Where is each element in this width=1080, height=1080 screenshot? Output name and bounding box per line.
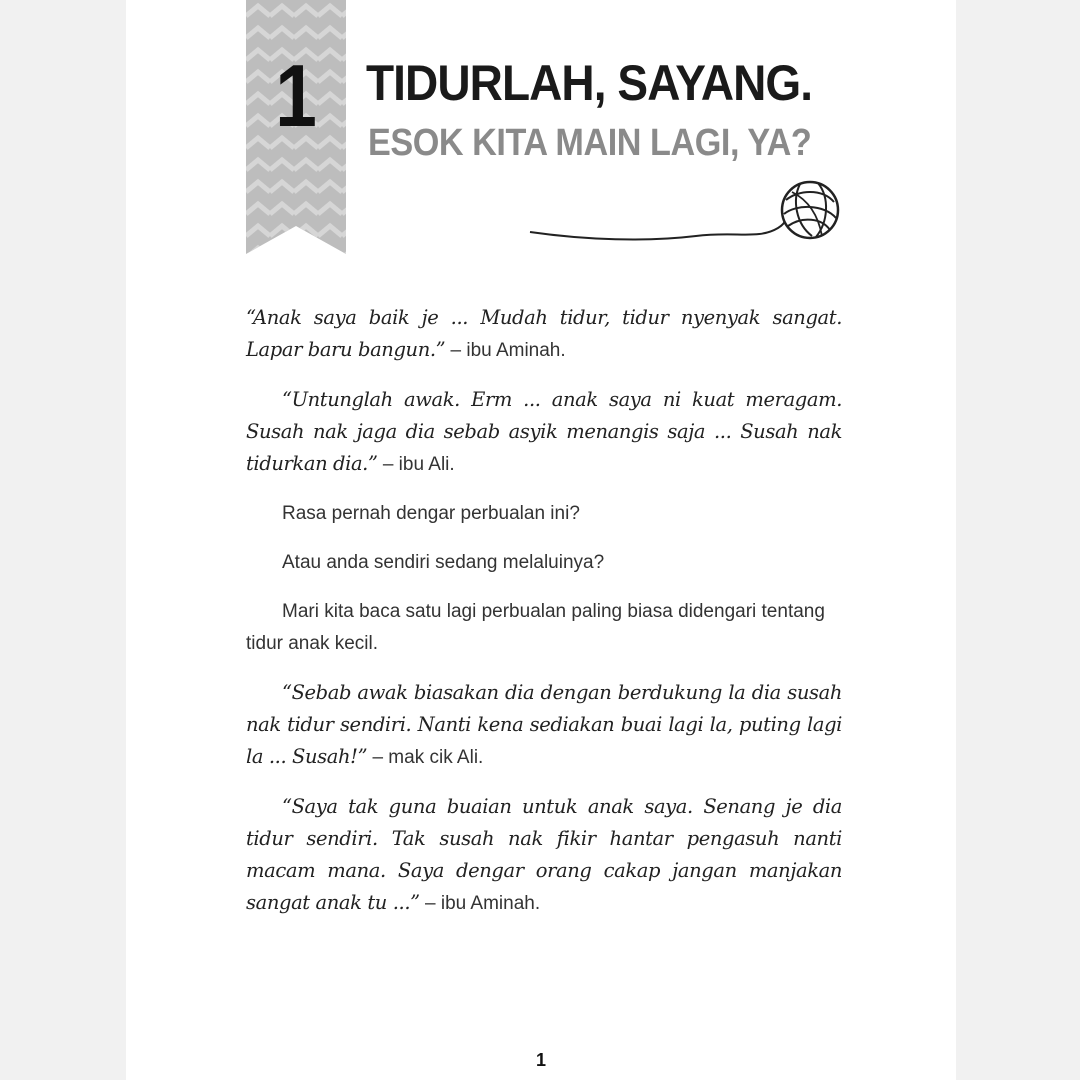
paragraph-2 [246, 384, 842, 481]
speaker-text: – mak cik Ali. [367, 747, 484, 768]
paragraph-3: Rasa pernah dengar perbualan ini? [282, 503, 580, 524]
paragraph-6 [246, 677, 842, 774]
paragraph-4: Atau anda sendiri sedang melaluinya? [282, 552, 605, 573]
chapter-title: TIDURLAH, SAYANG. [366, 55, 813, 111]
speaker-text: – ibu Aminah. [419, 893, 541, 914]
quote-text: “Untunglah awak. Erm ... anak saya ni kuat meragam. Susah nak jaga dia sebab asyik menangis saja ... Susah nak tidurkan dia.” [246, 388, 842, 475]
quote-text: “Saya tak guna buaian untuk anak saya. Senang je dia tidur sendiri. Tak susah nak fikir hantar pengasuh nanti macam mana. Saya dengar orang cakap jangan manjakan sangat anak tu ...” [246, 795, 842, 914]
speaker-text: – ibu Ali. [377, 454, 455, 475]
chapter-subtitle: ESOK KITA MAIN LAGI, YA? [368, 122, 812, 164]
page-number: 1 [535, 1050, 546, 1070]
chapter-number: 1 [275, 46, 317, 145]
speaker-text: – ibu Aminah. [445, 340, 566, 361]
quote-text: “Sebab awak biasakan dia dengan berdukung la dia susah nak tidur sendiri. Nanti kena sediakan buai lagi la, puting lagi la ... Susah!” [246, 681, 842, 768]
paragraph-7 [246, 791, 842, 920]
quote-text: “Anak saya baik je ... Mudah tidur, tidur nyenyak sangat. Lapar baru bangun.” [246, 306, 842, 361]
book-page [126, 0, 956, 1080]
body-text [246, 302, 842, 937]
paragraph-1 [246, 302, 842, 367]
yarn-ball-icon [526, 170, 846, 250]
paragraph-5: Mari kita baca satu lagi perbualan paling biasa didengari tentang tidur anak kecil. [246, 601, 825, 654]
